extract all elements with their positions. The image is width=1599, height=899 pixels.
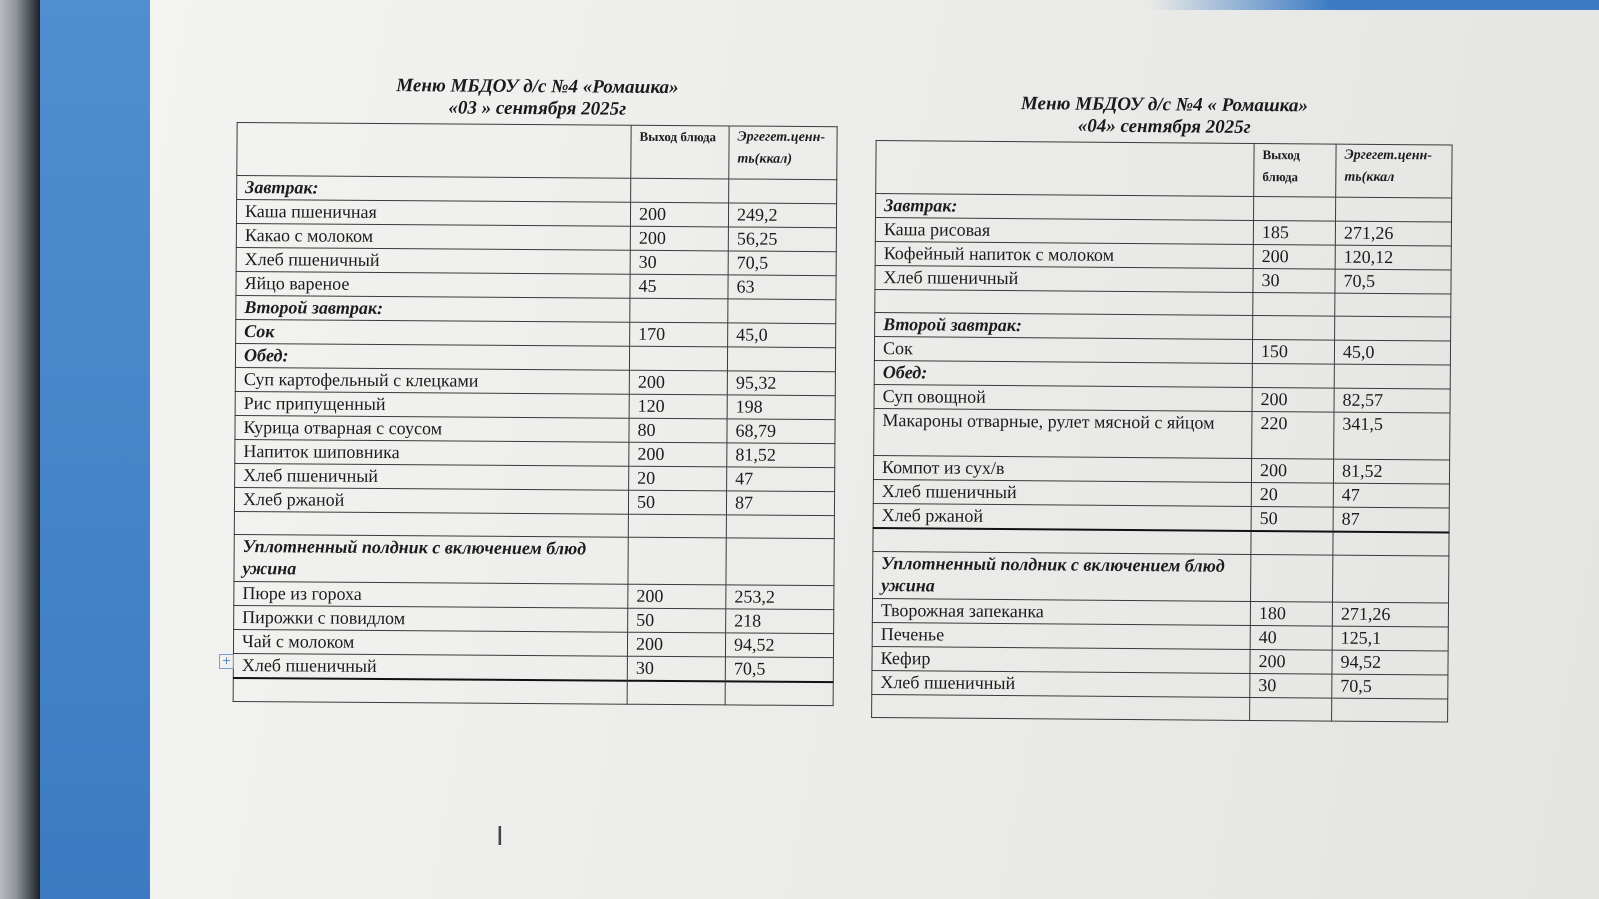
dish-name-cell[interactable]: Сок <box>236 319 630 346</box>
dish-name-cell[interactable]: Второй завтрак: <box>236 295 630 322</box>
header-yield[interactable]: Выход блюда <box>631 125 729 179</box>
energy-cell[interactable]: 56,25 <box>728 227 836 252</box>
header-yield[interactable]: Выход блюда <box>1254 143 1336 197</box>
yield-cell[interactable] <box>1254 196 1336 221</box>
dish-name-cell[interactable]: Каша рисовая <box>875 218 1253 245</box>
yield-cell[interactable]: 170 <box>630 322 728 347</box>
menu-date: «03 » сентября 2025г <box>448 97 627 120</box>
menu-title <box>237 74 838 122</box>
energy-cell[interactable]: 47 <box>1333 483 1449 508</box>
energy-cell[interactable] <box>1332 698 1448 722</box>
energy-cell[interactable]: 87 <box>1333 507 1449 532</box>
dish-name-cell[interactable]: Кофейный напиток с молоком <box>875 241 1253 268</box>
energy-cell[interactable]: 94,52 <box>725 633 833 658</box>
energy-cell[interactable]: 70,5 <box>725 657 833 682</box>
energy-cell[interactable]: 87 <box>726 491 834 516</box>
table-header-row <box>876 141 1452 199</box>
header-dish[interactable] <box>876 141 1254 197</box>
dish-name-cell[interactable]: Рис припущенный <box>235 391 629 418</box>
yield-cell[interactable]: 20 <box>1251 482 1333 507</box>
yield-cell[interactable] <box>629 346 727 371</box>
dish-name-cell[interactable]: Каша пшеничная <box>236 200 630 227</box>
yield-cell[interactable] <box>627 681 725 705</box>
dish-name-cell[interactable]: Хлеб пшеничный <box>872 670 1250 697</box>
dish-name-cell[interactable] <box>873 528 1251 554</box>
energy-cell[interactable]: 47 <box>727 467 835 492</box>
dish-name-cell[interactable]: Уплотненный полдник с включением блюд ужина <box>873 551 1251 601</box>
yield-cell[interactable]: 220 <box>1252 411 1334 459</box>
energy-cell[interactable]: 125,1 <box>1332 626 1448 651</box>
dish-name-cell[interactable]: Чай с молоком <box>233 629 627 656</box>
menu-title-text: Меню МБДОУ д/с №4 « Ромашка» <box>1020 93 1308 117</box>
menu-sep-04 <box>871 92 1453 723</box>
dish-name-cell[interactable] <box>234 511 628 537</box>
energy-cell[interactable]: 45,0 <box>728 323 836 348</box>
empty-row <box>233 678 833 706</box>
energy-cell[interactable] <box>1333 555 1449 603</box>
yield-cell[interactable] <box>1251 531 1333 555</box>
table-move-handle-icon[interactable]: + <box>219 654 234 669</box>
dish-name-cell[interactable]: Пюре из гороха <box>234 581 628 608</box>
energy-cell[interactable] <box>726 538 834 586</box>
dish-name-cell[interactable]: Хлеб пшеничный <box>875 265 1253 292</box>
dish-name-cell[interactable] <box>872 694 1250 720</box>
yield-cell[interactable] <box>628 514 726 538</box>
yield-cell[interactable]: 200 <box>1252 387 1334 412</box>
yield-cell[interactable]: 45 <box>630 274 728 299</box>
menu-table-body <box>872 141 1453 723</box>
dish-name-cell[interactable]: Завтрак: <box>237 176 631 203</box>
energy-cell[interactable]: 253,2 <box>726 585 834 610</box>
yield-cell[interactable]: 40 <box>1250 625 1332 650</box>
dish-name-cell[interactable]: Творожная запеканка <box>872 598 1250 625</box>
energy-cell[interactable] <box>728 299 836 324</box>
energy-cell[interactable] <box>725 681 833 705</box>
yield-cell[interactable] <box>1253 315 1335 340</box>
dish-name-cell[interactable]: Хлеб пшеничный <box>873 479 1251 506</box>
energy-cell[interactable]: 271,26 <box>1335 221 1451 246</box>
menu-sep-03 <box>233 74 838 706</box>
section-row <box>234 534 834 585</box>
dish-name-cell[interactable]: Хлеб ржаной <box>234 487 628 514</box>
energy-cell[interactable]: 120,12 <box>1335 245 1451 270</box>
dish-name-cell[interactable]: Обед: <box>235 343 629 370</box>
energy-cell[interactable] <box>1333 532 1449 556</box>
energy-cell[interactable] <box>726 515 834 539</box>
dish-name-cell[interactable] <box>233 678 627 704</box>
dish-name-cell[interactable]: Суп картофельный с клецками <box>235 367 629 394</box>
menu-table-body <box>233 123 837 706</box>
energy-cell[interactable]: 70,5 <box>728 251 836 276</box>
yield-cell[interactable] <box>1253 292 1335 316</box>
yield-cell[interactable]: 200 <box>1251 458 1333 483</box>
menu-title-text: Меню МБДОУ д/с №4 «Ромашка» <box>396 75 679 99</box>
yield-cell[interactable]: 185 <box>1253 220 1335 245</box>
dish-name-cell[interactable]: Хлеб пшеничный <box>236 247 630 274</box>
dish-name-cell[interactable]: Напиток шиповника <box>235 439 629 466</box>
table-row <box>874 408 1450 460</box>
yield-cell[interactable]: 50 <box>628 490 726 515</box>
menu-title <box>876 92 1453 141</box>
energy-cell[interactable]: 63 <box>728 275 836 300</box>
dish-name-cell[interactable] <box>875 289 1253 315</box>
yield-cell[interactable]: 20 <box>629 466 727 491</box>
yield-cell[interactable]: 200 <box>629 442 727 467</box>
yield-cell[interactable]: 30 <box>627 656 725 681</box>
yield-cell[interactable]: 80 <box>629 418 727 443</box>
yield-cell[interactable]: 180 <box>1250 601 1332 626</box>
energy-cell[interactable]: 341,5 <box>1334 412 1450 460</box>
yield-cell[interactable]: 200 <box>628 584 726 609</box>
dish-name-cell[interactable]: Хлеб пшеничный <box>235 463 629 490</box>
dish-name-cell[interactable]: Хлеб ржаной <box>873 503 1251 530</box>
yield-cell[interactable]: 200 <box>627 632 725 657</box>
yield-cell[interactable] <box>631 178 729 203</box>
energy-cell[interactable] <box>729 179 837 204</box>
header-energy[interactable]: Эргeгет.ценн-ть(ккал) <box>729 126 837 180</box>
dish-name-cell[interactable]: Пирожки с повидлом <box>234 605 628 632</box>
energy-cell[interactable]: 249,2 <box>728 203 836 228</box>
energy-cell[interactable]: 271,26 <box>1332 602 1448 627</box>
energy-cell[interactable]: 70,5 <box>1332 674 1448 699</box>
dish-name-cell[interactable]: Сок <box>874 336 1252 363</box>
menu-date: «04» сентября 2025г <box>1077 115 1251 138</box>
energy-cell[interactable]: 70,5 <box>1335 269 1451 294</box>
dish-name-cell[interactable]: Курица отварная с соусом <box>235 415 629 442</box>
dish-name-cell[interactable]: Второй завтрак: <box>875 312 1253 339</box>
energy-cell[interactable]: 45,0 <box>1334 340 1450 365</box>
yield-cell[interactable] <box>1252 363 1334 388</box>
energy-cell[interactable] <box>1335 316 1451 341</box>
yield-cell[interactable]: 30 <box>630 250 728 275</box>
window-top-edge <box>1150 0 1599 10</box>
empty-row <box>872 694 1448 722</box>
energy-cell[interactable]: 68,79 <box>727 419 835 444</box>
energy-cell[interactable] <box>1335 293 1451 317</box>
energy-cell[interactable] <box>727 347 835 372</box>
yield-cell[interactable]: 50 <box>1251 506 1333 531</box>
energy-cell[interactable]: 81,52 <box>1333 459 1449 484</box>
energy-cell[interactable]: 95,32 <box>727 371 835 396</box>
header-energy[interactable]: Эргeгет.ценн-ть(ккал <box>1336 144 1452 198</box>
yield-cell[interactable]: 200 <box>1253 244 1335 269</box>
yield-cell[interactable] <box>1250 697 1332 721</box>
yield-cell[interactable]: 200 <box>629 370 727 395</box>
dish-name-cell[interactable]: Макароны отварные, рулет мясной с яйцом <box>874 408 1252 458</box>
yield-cell[interactable]: 50 <box>628 608 726 633</box>
energy-cell[interactable]: 218 <box>726 609 834 634</box>
dish-name-cell[interactable]: Суп овощной <box>874 384 1252 411</box>
menu-table[interactable] <box>871 140 1453 723</box>
energy-cell[interactable]: 94,52 <box>1332 650 1448 675</box>
yield-cell[interactable]: 120 <box>629 394 727 419</box>
dish-name-cell[interactable]: Компот из сух/в <box>873 455 1251 482</box>
yield-cell[interactable]: 200 <box>630 202 728 227</box>
dish-name-cell[interactable]: Завтрак: <box>876 194 1254 221</box>
yield-cell[interactable]: 150 <box>1252 339 1334 364</box>
dish-name-cell[interactable]: Хлеб пшеничный <box>233 653 627 680</box>
yield-cell[interactable] <box>1251 554 1333 602</box>
section-row <box>873 551 1449 603</box>
energy-cell[interactable]: 82,57 <box>1334 388 1450 413</box>
dish-name-cell[interactable]: Яйцо вареное <box>236 271 630 298</box>
energy-cell[interactable]: 81,52 <box>727 443 835 468</box>
yield-cell[interactable]: 200 <box>630 226 728 251</box>
yield-cell[interactable] <box>630 298 728 323</box>
yield-cell[interactable]: 30 <box>1250 673 1332 698</box>
energy-cell[interactable] <box>1334 364 1450 389</box>
dish-name-cell[interactable]: Обед: <box>874 360 1252 387</box>
yield-cell[interactable]: 30 <box>1253 268 1335 293</box>
energy-cell[interactable] <box>1336 197 1452 222</box>
energy-cell[interactable]: 198 <box>727 395 835 420</box>
monitor-bezel <box>0 0 40 899</box>
dish-name-cell[interactable]: Уплотненный полдник с включением блюд ужина <box>234 534 628 584</box>
yield-cell[interactable]: 200 <box>1250 649 1332 674</box>
header-dish[interactable] <box>237 123 631 179</box>
menu-table[interactable] <box>233 122 838 706</box>
table-header-row <box>237 123 837 180</box>
text-cursor-icon: I <box>496 822 504 852</box>
dish-name-cell[interactable]: Какао с молоком <box>236 223 630 250</box>
dish-name-cell[interactable]: Печенье <box>872 622 1250 649</box>
dish-name-cell[interactable]: Кефир <box>872 646 1250 673</box>
yield-cell[interactable] <box>628 537 726 585</box>
